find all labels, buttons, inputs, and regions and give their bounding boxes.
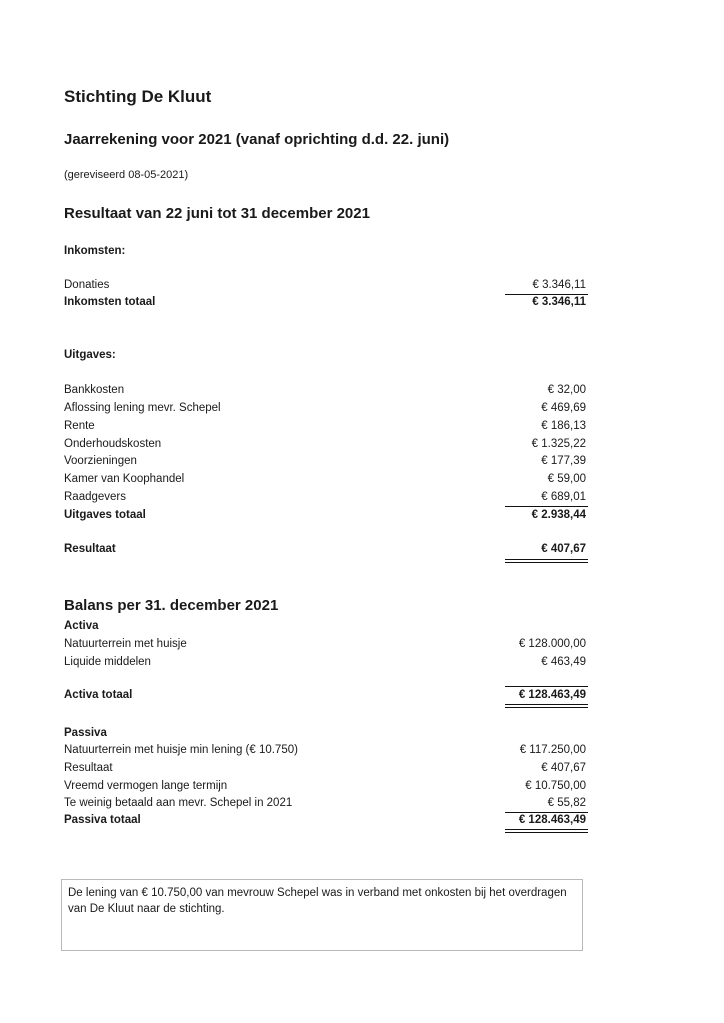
row-label: Natuurterrein met huisje (64, 638, 187, 650)
row-label: Te weinig betaald aan mevr. Schepel in 2021 (64, 797, 293, 809)
subtotal-rule (505, 686, 588, 687)
row-label: Donaties (64, 279, 110, 291)
row-amount: € 469,69 (541, 402, 586, 414)
row-amount: € 463,49 (541, 656, 586, 668)
row-label: Rente (64, 420, 95, 432)
total-amount: € 128.463,49 (518, 689, 586, 701)
resultaat-heading: Resultaat van 22 juni tot 31 december 2021 (64, 205, 370, 222)
row-amount: € 55,82 (547, 797, 586, 809)
row-label: Liquide middelen (64, 656, 151, 668)
subtotal-rule (505, 812, 588, 813)
row-amount: € 117.250,00 (519, 744, 586, 756)
row-label: Kamer van Koophandel (64, 473, 185, 485)
total-label: Activa totaal (64, 689, 133, 701)
total-label: Uitgaves totaal (64, 509, 146, 521)
subtotal-rule (505, 506, 588, 507)
balans-heading: Balans per 31. december 2021 (64, 597, 279, 614)
row-amount: € 10.750,00 (525, 780, 586, 792)
row-label: Aflossing lening mevr. Schepel (64, 402, 221, 414)
row-amount: € 3.346,11 (532, 279, 586, 291)
loan-note-box (61, 879, 583, 951)
result-amount: € 407,67 (541, 543, 586, 555)
subtotal-rule (505, 294, 588, 295)
row-label: Onderhoudskosten (64, 438, 162, 450)
row-label: Bankkosten (64, 384, 125, 396)
row-label: Natuurterrein met huisje min lening (€ 10.750) (64, 744, 298, 756)
row-amount: € 177,39 (541, 455, 586, 467)
total-amount: € 2.938,44 (531, 509, 586, 521)
row-label: Vreemd vermogen lange termijn (64, 780, 228, 792)
document-title: Stichting De Kluut (64, 87, 212, 106)
total-label: Passiva totaal (64, 814, 141, 826)
total-double-rule (505, 559, 588, 563)
passiva-heading: Passiva (64, 727, 107, 739)
activa-heading: Activa (64, 620, 99, 632)
row-amount: € 186,13 (541, 420, 586, 432)
inkomsten-heading: Inkomsten: (64, 245, 126, 257)
loan-note-text: De lening van € 10.750,00 van mevrouw Schepel was in verband met onkosten bij het overdragen van De Kluut naar de stichting. (68, 887, 567, 915)
revision-note: (gereviseerd 08-05-2021) (64, 169, 189, 181)
row-label: Resultaat (64, 762, 113, 774)
row-amount: € 1.325,22 (531, 438, 586, 450)
result-label: Resultaat (64, 543, 116, 555)
row-amount: € 59,00 (547, 473, 586, 485)
total-amount: € 3.346,11 (532, 296, 586, 308)
row-amount: € 407,67 (541, 762, 586, 774)
row-amount: € 128.000,00 (518, 638, 586, 650)
total-amount: € 128.463,49 (518, 814, 586, 826)
row-label: Voorzieningen (64, 455, 137, 467)
total-double-rule (505, 704, 588, 708)
row-label: Raadgevers (64, 491, 127, 503)
row-amount: € 32,00 (547, 384, 586, 396)
row-amount: € 689,01 (541, 491, 586, 503)
document-subtitle: Jaarrekening voor 2021 (vanaf oprichting d.d. 22. juni) (64, 131, 450, 148)
total-label: Inkomsten totaal (64, 296, 156, 308)
uitgaves-heading: Uitgaves: (64, 349, 116, 361)
total-double-rule (505, 829, 588, 833)
